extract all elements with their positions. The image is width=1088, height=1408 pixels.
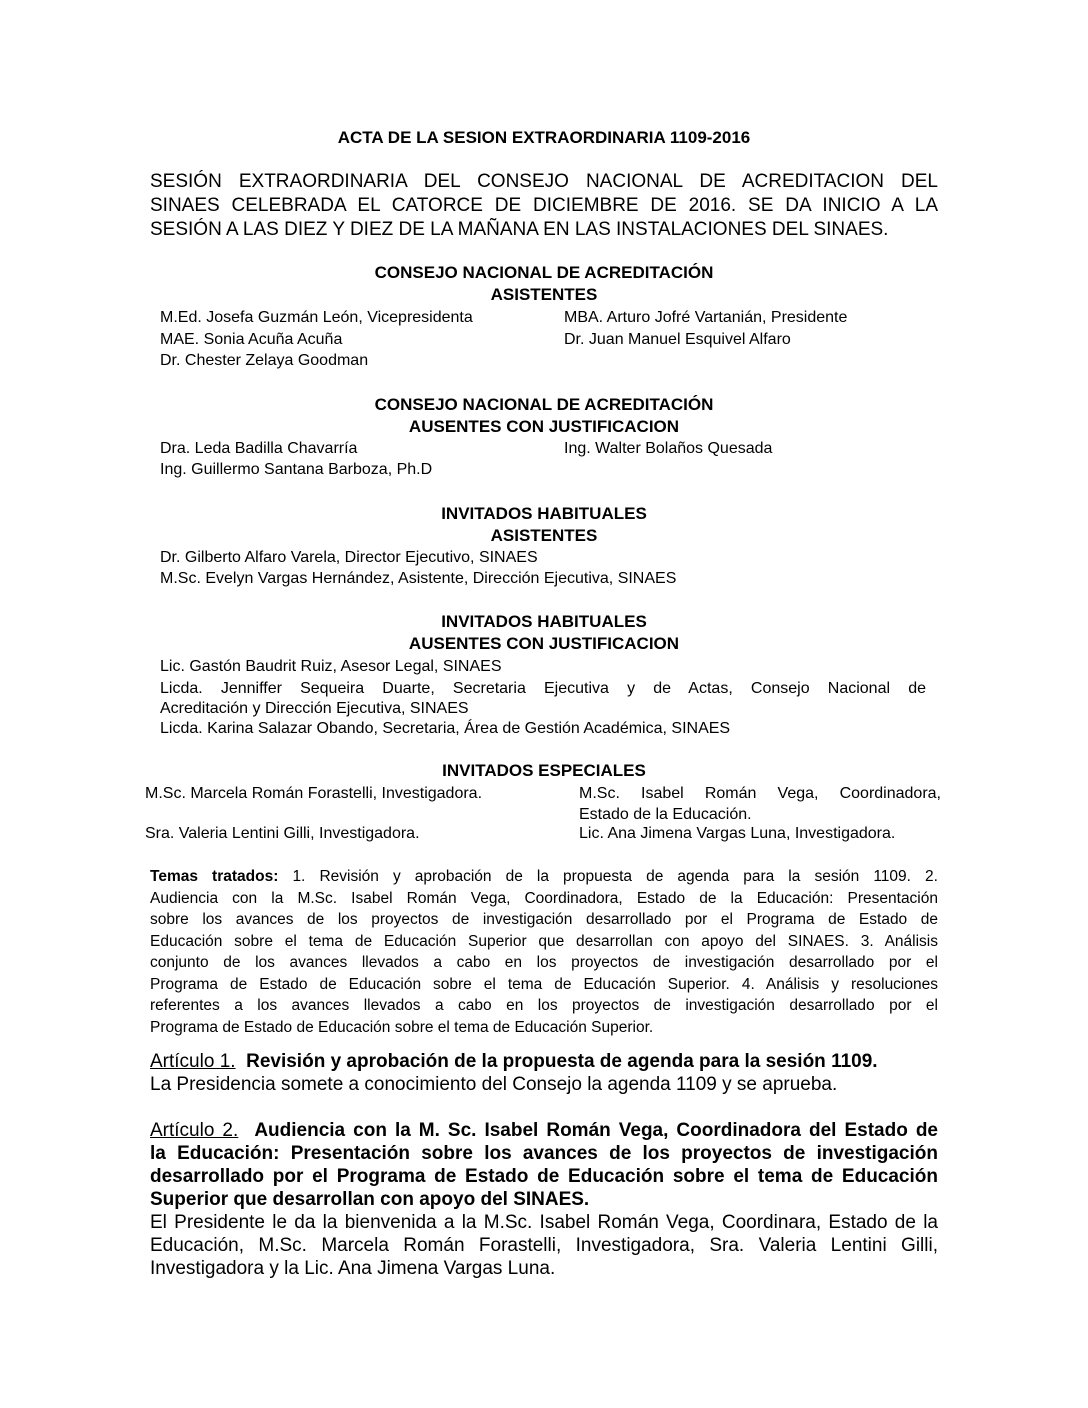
article-heading-line: Superior que desarrollan con apoyo del SINAES. bbox=[150, 1189, 590, 1210]
intro-paragraph bbox=[150, 170, 938, 242]
article-body-line: El Presidente le da la bienvenida a la M.Sc. Isabel Román Vega, Coordinara, Estado de la bbox=[150, 1212, 938, 1233]
section-heading: CONSEJO NACIONAL DE ACREDITACIÓN bbox=[374, 395, 714, 414]
topics-line: Temas tratados: 1. Revisión y aprobación de la propuesta de agenda para la sesión 1109. 2. bbox=[150, 868, 938, 885]
intro-line: SESIÓN EXTRAORDINARIA DEL CONSEJO NACIONAL DE ACREDITACION DEL bbox=[150, 171, 938, 192]
article-2 bbox=[150, 1119, 938, 1280]
document-title: ACTA DE LA SESION EXTRAORDINARIA 1109-2016 bbox=[337, 128, 751, 147]
guest-name: Licda. Jenniffer Sequeira Duarte, Secretaria Ejecutiva y de Actas, Consejo Nacional de bbox=[160, 680, 926, 697]
topics-line: referentes a los avances llevados a cabo en los proyectos de investigación desarrollado por el bbox=[150, 997, 938, 1014]
absentee-name: Dra. Leda Badilla Chavarría bbox=[160, 440, 358, 457]
special-guest-name: Lic. Ana Jimena Vargas Luna, Investigadora. bbox=[579, 825, 896, 842]
intro-line: SESIÓN A LAS DIEZ Y DIEZ DE LA MAÑANA EN LAS INSTALACIONES DEL SINAES. bbox=[150, 219, 889, 240]
article-body-line: Investigadora y la Lic. Ana Jimena Vargas Luna. bbox=[150, 1258, 556, 1279]
section-subheading: ASISTENTES bbox=[490, 526, 598, 545]
article-body: La Presidencia somete a conocimiento del Consejo la agenda 1109 y se aprueba. bbox=[150, 1074, 838, 1095]
topics-line: Programa de Estado de Educación sobre el tema de Educación Superior. 4. Análisis y resoluciones bbox=[150, 975, 938, 993]
article-heading-line: la Educación: Presentación sobre los avances de los proyectos de investigación bbox=[150, 1143, 938, 1164]
attendee-name: MAE. Sonia Acuña Acuña bbox=[160, 331, 343, 348]
section-heading: INVITADOS HABITUALES bbox=[441, 504, 647, 523]
topics-paragraph bbox=[150, 866, 938, 1038]
topics-line: Programa de Estado de Educación sobre el tema de Educación Superior. bbox=[150, 1018, 654, 1036]
intro-line: SINAES CELEBRADA EL CATORCE DE DICIEMBRE DE 2016. SE DA INICIO A LA bbox=[150, 195, 938, 216]
article-label: Artículo 2. bbox=[150, 1120, 239, 1141]
guest-name-continued: Acreditación y Dirección Ejecutiva, SINAES bbox=[160, 700, 469, 717]
absentee-name: Ing. Walter Bolaños Quesada bbox=[564, 440, 773, 457]
topics-label: Temas tratados: bbox=[150, 868, 279, 885]
special-guest-name: M.Sc. Marcela Román Forastelli, Investigadora. bbox=[145, 785, 483, 802]
article-heading-line: desarrollado por el Programa de Estado de Educación sobre el tema de Educación bbox=[150, 1166, 938, 1187]
absentee-name: Ing. Guillermo Santana Barboza, Ph.D bbox=[160, 461, 433, 478]
article-body-line: Educación, M.Sc. Marcela Román Forastelli, Investigadora, Sra. Valeria Lentini Gilli, bbox=[150, 1235, 938, 1256]
section-heading: CONSEJO NACIONAL DE ACREDITACIÓN bbox=[374, 263, 714, 282]
article-label: Artículo 1. bbox=[150, 1051, 236, 1072]
topics-line: sobre los avances de los proyectos de investigación desarrollado por el Programa de Estado de bbox=[150, 911, 938, 928]
article-heading-line bbox=[150, 1050, 938, 1073]
article-heading: Revisión y aprobación de la propuesta de agenda para la sesión 1109. bbox=[246, 1051, 878, 1072]
special-guest-name: M.Sc. Isabel Román Vega, Coordinadora, bbox=[579, 785, 941, 802]
section-heading: INVITADOS HABITUALES bbox=[441, 612, 647, 631]
topics-line: Educación sobre el tema de Educación Superior que desarrollan con apoyo del SINAES. 3. Análisis bbox=[150, 932, 938, 950]
article-1 bbox=[150, 1050, 938, 1096]
attendee-name: Dr. Chester Zelaya Goodman bbox=[160, 352, 369, 369]
guest-name: Dr. Gilberto Alfaro Varela, Director Ejecutivo, SINAES bbox=[160, 549, 538, 566]
topics-line: conjunto de los avances llevados a cabo en los proyectos de investigación desarrollado por el bbox=[150, 954, 938, 971]
section-heading: INVITADOS ESPECIALES bbox=[442, 761, 646, 780]
section-subheading: ASISTENTES bbox=[490, 285, 598, 304]
guest-name: Licda. Karina Salazar Obando, Secretaria, Área de Gestión Académica, SINAES bbox=[160, 720, 731, 737]
article-heading-line bbox=[150, 1119, 938, 1142]
guest-name: M.Sc. Evelyn Vargas Hernández, Asistente, Dirección Ejecutiva, SINAES bbox=[160, 570, 677, 587]
section-subheading: AUSENTES CON JUSTIFICACION bbox=[408, 417, 680, 436]
attendee-name: M.Ed. Josefa Guzmán León, Vicepresidenta bbox=[160, 309, 473, 326]
article-heading: Audiencia con la M. Sc. Isabel Román Vega, Coordinadora del Estado de bbox=[254, 1120, 938, 1141]
section-subheading: AUSENTES CON JUSTIFICACION bbox=[408, 634, 680, 653]
special-guest-name-continued: Estado de la Educación. bbox=[579, 806, 752, 823]
guest-name: Lic. Gastón Baudrit Ruiz, Asesor Legal, SINAES bbox=[160, 658, 502, 675]
attendee-name: MBA. Arturo Jofré Vartanián, Presidente bbox=[564, 309, 848, 326]
topics-line: Audiencia con la M.Sc. Isabel Román Vega, Coordinadora, Estado de la Educación: Presentación bbox=[150, 889, 938, 907]
special-guest-name: Sra. Valeria Lentini Gilli, Investigadora. bbox=[145, 825, 420, 842]
attendee-name: Dr. Juan Manuel Esquivel Alfaro bbox=[564, 331, 791, 348]
